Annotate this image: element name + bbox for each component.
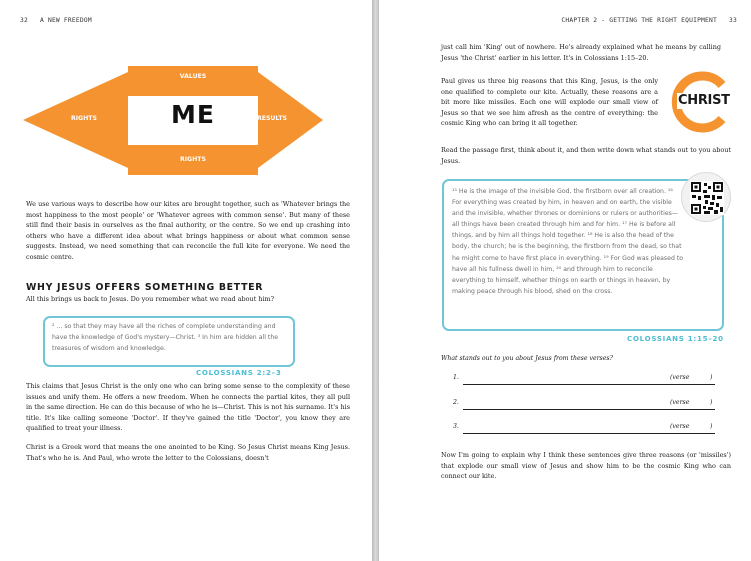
verse-label: (verse <box>670 423 690 430</box>
book-title: A NEW FREEDOM <box>39 17 92 24</box>
qr-code-pattern-icon <box>690 181 724 215</box>
chapter-title: CHAPTER 2 - GETTING THE RIGHT EQUIPMENT <box>561 17 718 24</box>
christ-logo-text: CHRIST <box>678 93 730 108</box>
answer-row[interactable] <box>379 421 751 435</box>
right-page-number: 33 <box>729 17 737 24</box>
body-paragraph: This claims that Jesus Christ is the only one who can bring some sense to the complexity of these issues and unify them. He offers a new freedom. When he connects the partial kites, they all pull in the same direction. He can do this because of who he is—Christ. This is not his surname. It's his title. It's like calling someone 'Doctor'. If they've gained the title 'Doctor', you know they are qualified to treat your illness. <box>26 382 350 433</box>
body-paragraph: Christ is a Greek word that means the one anointed to be King. So Jesus Christ means King Jesus. That's who he is. And Paul, who wrote the letter to the Colossians, doesn't <box>26 442 350 462</box>
answer-line[interactable] <box>463 384 715 385</box>
diagram-top-label: VALUES <box>179 73 207 80</box>
colossians-2-quote-text: ² ... so that they may have all the riches of complete understanding and have the knowledge of God's mystery—Christ. ³ In him are hidden all the treasures of wisdom and knowledge. <box>52 323 279 353</box>
question-prompt: What stands out to you about Jesus from these verses? <box>441 355 613 362</box>
answer-line[interactable] <box>463 409 715 410</box>
answer-number: 1. <box>453 374 459 381</box>
verse-label: (verse <box>670 374 690 381</box>
intro-paragraph: We use various ways to describe how our kites are brought together, such as 'Whatever brings the most happiness to the most people' or 'Whatever agrees with common sense'. But many of these still find their basis in ourselves as the final authority, or the centre. So we end up crashing into others who have a different idea about what brings happiness or about what common sense suggests. Instead, we need something that can reconcile the full kite for everyone. We need the cosmic centre. <box>26 200 350 261</box>
right-running-head <box>561 17 737 24</box>
christ-logo <box>670 71 732 133</box>
lead-in-text: All this brings us back to Jesus. Do you remember what we read about him? <box>26 295 275 303</box>
diagram-bottom-label: RIGHTS <box>179 156 206 163</box>
closing-paragraph: Now I'm going to explain why I think these sentences give three reasons (or 'missiles') that explode our small view of Jesus and show him to be the cosmic King who can connect our kite. <box>441 451 731 481</box>
diagram-center-me: ME <box>171 100 215 129</box>
answer-number: 2. <box>453 399 459 406</box>
answer-row[interactable] <box>379 372 751 386</box>
diagram-left-label: RIGHTS <box>70 115 97 122</box>
right-paragraph-2: Paul gives us three big reasons that this King, Jesus, is the only one qualified to complete our kite. Actually, these reasons are a bit more like missiles. Each one will explode our small view of Jesus so that we see him afresh as the centre of everything: the cosmic King who can bring it all together. <box>441 77 658 128</box>
right-paragraph-3: Read the passage first, think about it, and then write down what stands out to you about Jesus. <box>441 146 731 165</box>
answer-line[interactable] <box>463 433 715 434</box>
me-kite-diagram <box>0 0 372 190</box>
diagram-right-label: RESULTS <box>256 115 288 122</box>
answer-number: 3. <box>453 423 459 430</box>
body-paragraphs <box>26 381 350 471</box>
left-page-number: 32 <box>20 17 28 24</box>
verse-label: (verse <box>670 399 690 406</box>
verse-close: ) <box>710 399 713 406</box>
verse-close: ) <box>710 374 713 381</box>
right-page <box>379 0 751 561</box>
colossians-2-reference: COLOSSIANS 2:2–3 <box>196 368 282 377</box>
section-heading: WHY JESUS OFFERS SOMETHING BETTER <box>26 282 264 293</box>
qr-code-icon[interactable] <box>681 172 731 222</box>
colossians-2-quote-box <box>43 316 295 367</box>
right-paragraph-1: just call him 'King' out of nowhere. He's already explained what he means by calling Jesus 'the Christ' earlier in his letter. It's in Colossians 1:15–20. <box>441 43 721 62</box>
book-gutter <box>372 0 379 561</box>
verse-close: ) <box>710 423 713 430</box>
colossians-1-passage-text: ¹⁵ He is the image of the invisible God, the firstborn over all creation. ¹⁶ For everything was created by him, in heaven and on earth, the visible and the invisible, whether thrones or dominions or rulers or authorities—all things have been created through him and for him. ¹⁷ He is before all things, and by him all things hold together. ¹⁸ He is also the head of the body, the church; he is the beginning, the firstborn from the dead, so that he might come to have first place in everything. ¹⁹ For God was pleased to have all his fullness dwell in him, ²⁰ and through him to reconcile everything to himself, whether things on earth or things in heaven, by making peace through his blood, shed on the cross. <box>452 188 684 295</box>
colossians-1-reference: COLOSSIANS 1:15–20 <box>627 334 724 343</box>
answer-row[interactable] <box>379 397 751 411</box>
left-page <box>0 0 372 561</box>
